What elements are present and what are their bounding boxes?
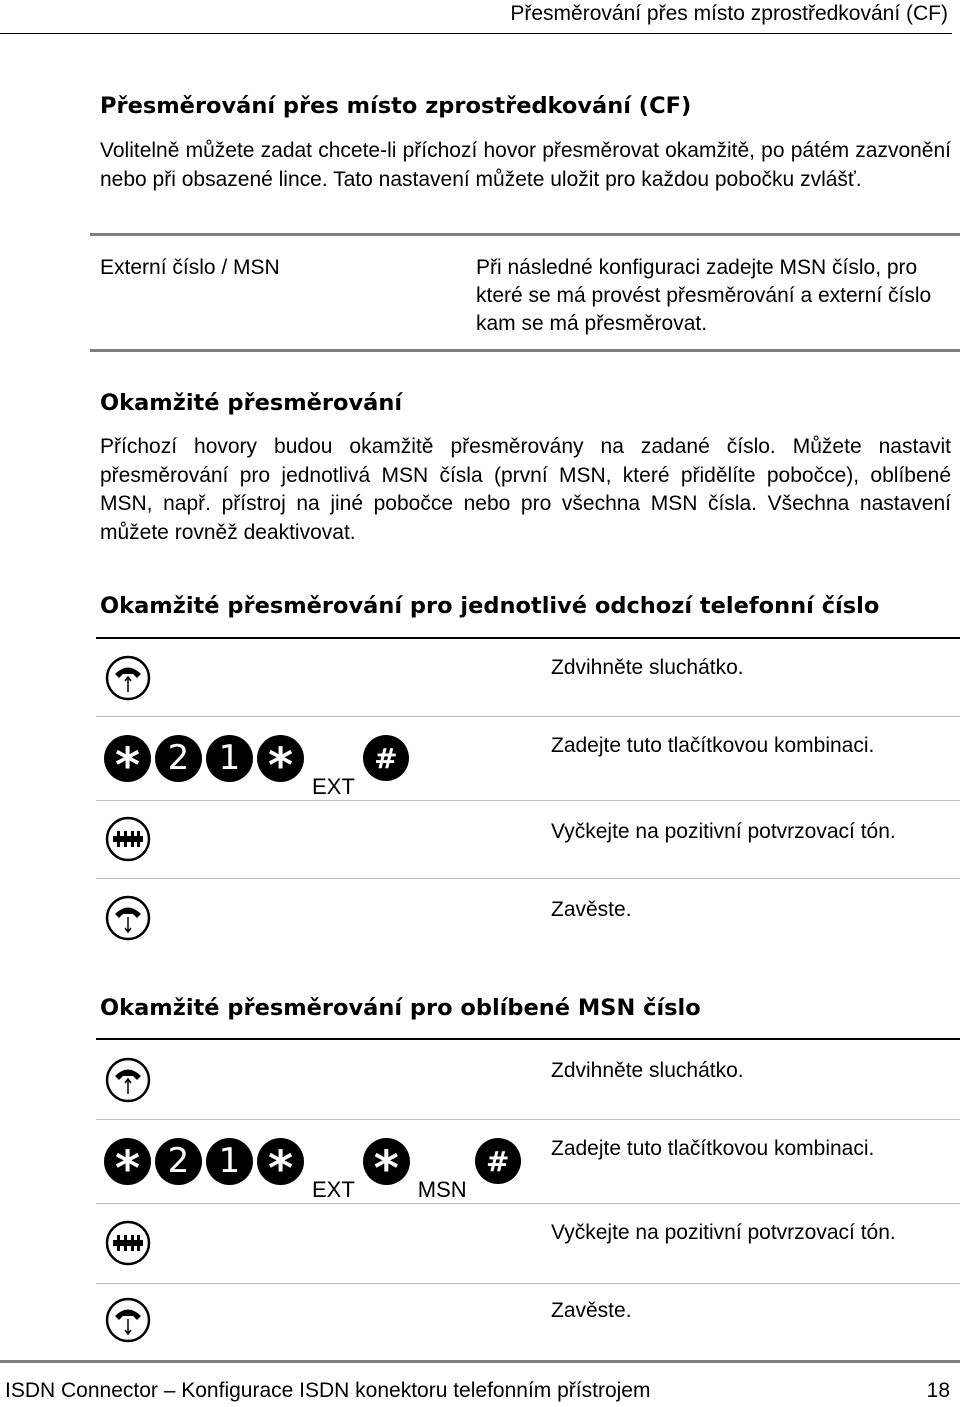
definition-top-rule — [90, 233, 960, 236]
handset-hangup-icon — [104, 894, 152, 942]
step-text: Zadejte tuto tlačítkovou kombinaci. — [551, 734, 875, 757]
star-key-icon: * — [104, 1138, 151, 1185]
handset-lift-icon — [104, 654, 152, 702]
section-title-favorite: Okamžité přesměrování pro oblíbené MSN číslo — [100, 995, 701, 1021]
star-key-icon: * — [104, 735, 151, 782]
step-text: Zadejte tuto tlačítkovou kombinaci. — [551, 1137, 875, 1160]
definition-description: Při následné konfiguraci zadejte MSN číslo, pro které se má provést přesměrování a externí číslo kam se má přesměrovat. — [476, 256, 932, 335]
section-immediate-body: Příchozí hovory budou okamžitě přesměrovány na zadané číslo. Můžete nastavit přesměrování pro jednotlivá MSN čísla (první MSN, které přidělíte pobočce), oblíbené MSN, např. přístroj na jiné pobočce nebo pro všechna MSN čísla. Všechna nastavení můžete rovněž deaktivovat. — [100, 435, 951, 544]
ext-label: EXT — [312, 1177, 355, 1202]
section-title-immediate: Okamžité přesměrování — [100, 390, 403, 416]
key-one-icon: 1 — [206, 735, 253, 782]
step-text: Vyčkejte na pozitivní potvrzovací tón. — [551, 820, 896, 843]
step-row — [96, 640, 960, 717]
ext-label: EXT — [312, 774, 355, 799]
step-row — [96, 1119, 960, 1204]
definition-term: Externí číslo / MSN — [100, 256, 280, 279]
msn-label: MSN — [417, 1177, 467, 1202]
hash-key-icon: # — [363, 735, 409, 781]
confirm-tone-icon — [104, 1219, 152, 1267]
hash-key-icon: # — [475, 1138, 521, 1184]
steps-top-rule — [96, 1038, 960, 1040]
step-text: Zdvihněte sluchátko. — [551, 656, 744, 679]
step-text: Zavěste. — [551, 1299, 632, 1322]
step-text: Zdvihněte sluchátko. — [551, 1059, 744, 1082]
section-title-cf: Přesměrování přes místo zprostředkování (CF) — [100, 93, 692, 119]
section-title-single: Okamžité přesměrování pro jednotlivé odchozí telefonní číslo — [100, 593, 880, 619]
definition-bottom-rule — [90, 349, 960, 352]
star-key-icon: * — [257, 1138, 304, 1185]
section-cf-intro: Volitelně můžete zadat chcete-li příchozí hovor přesměrovat okamžitě, po pátém zazvonění nebo při obsazené lince. Tato nastavení můžete uložit pro každou pobočku zvlášť. — [100, 139, 951, 191]
page-number: 18 — [926, 1379, 950, 1402]
step-text: Vyčkejte na pozitivní potvrzovací tón. — [551, 1221, 896, 1244]
running-header: Přesměrování přes místo zprostředkování (CF) — [510, 2, 948, 25]
key-two-icon: 2 — [155, 735, 202, 782]
header-divider — [0, 33, 952, 34]
handset-hangup-icon — [104, 1296, 152, 1344]
step-text: Zavěste. — [551, 898, 632, 921]
step-row — [96, 800, 960, 879]
step-row — [96, 878, 960, 958]
footer-title: ISDN Connector – Konfigurace ISDN konektoru telefonním přístrojem — [5, 1379, 651, 1402]
star-key-icon: * — [363, 1138, 410, 1185]
key-one-icon: 1 — [206, 1138, 253, 1185]
steps-top-rule — [96, 637, 960, 639]
step-row — [96, 1203, 960, 1284]
step-row — [96, 1283, 960, 1357]
step-row — [96, 1041, 960, 1120]
handset-lift-icon — [104, 1056, 152, 1104]
footer-divider — [0, 1360, 960, 1363]
confirm-tone-icon — [104, 815, 152, 863]
step-row — [96, 716, 960, 801]
star-key-icon: * — [257, 735, 304, 782]
key-two-icon: 2 — [155, 1138, 202, 1185]
